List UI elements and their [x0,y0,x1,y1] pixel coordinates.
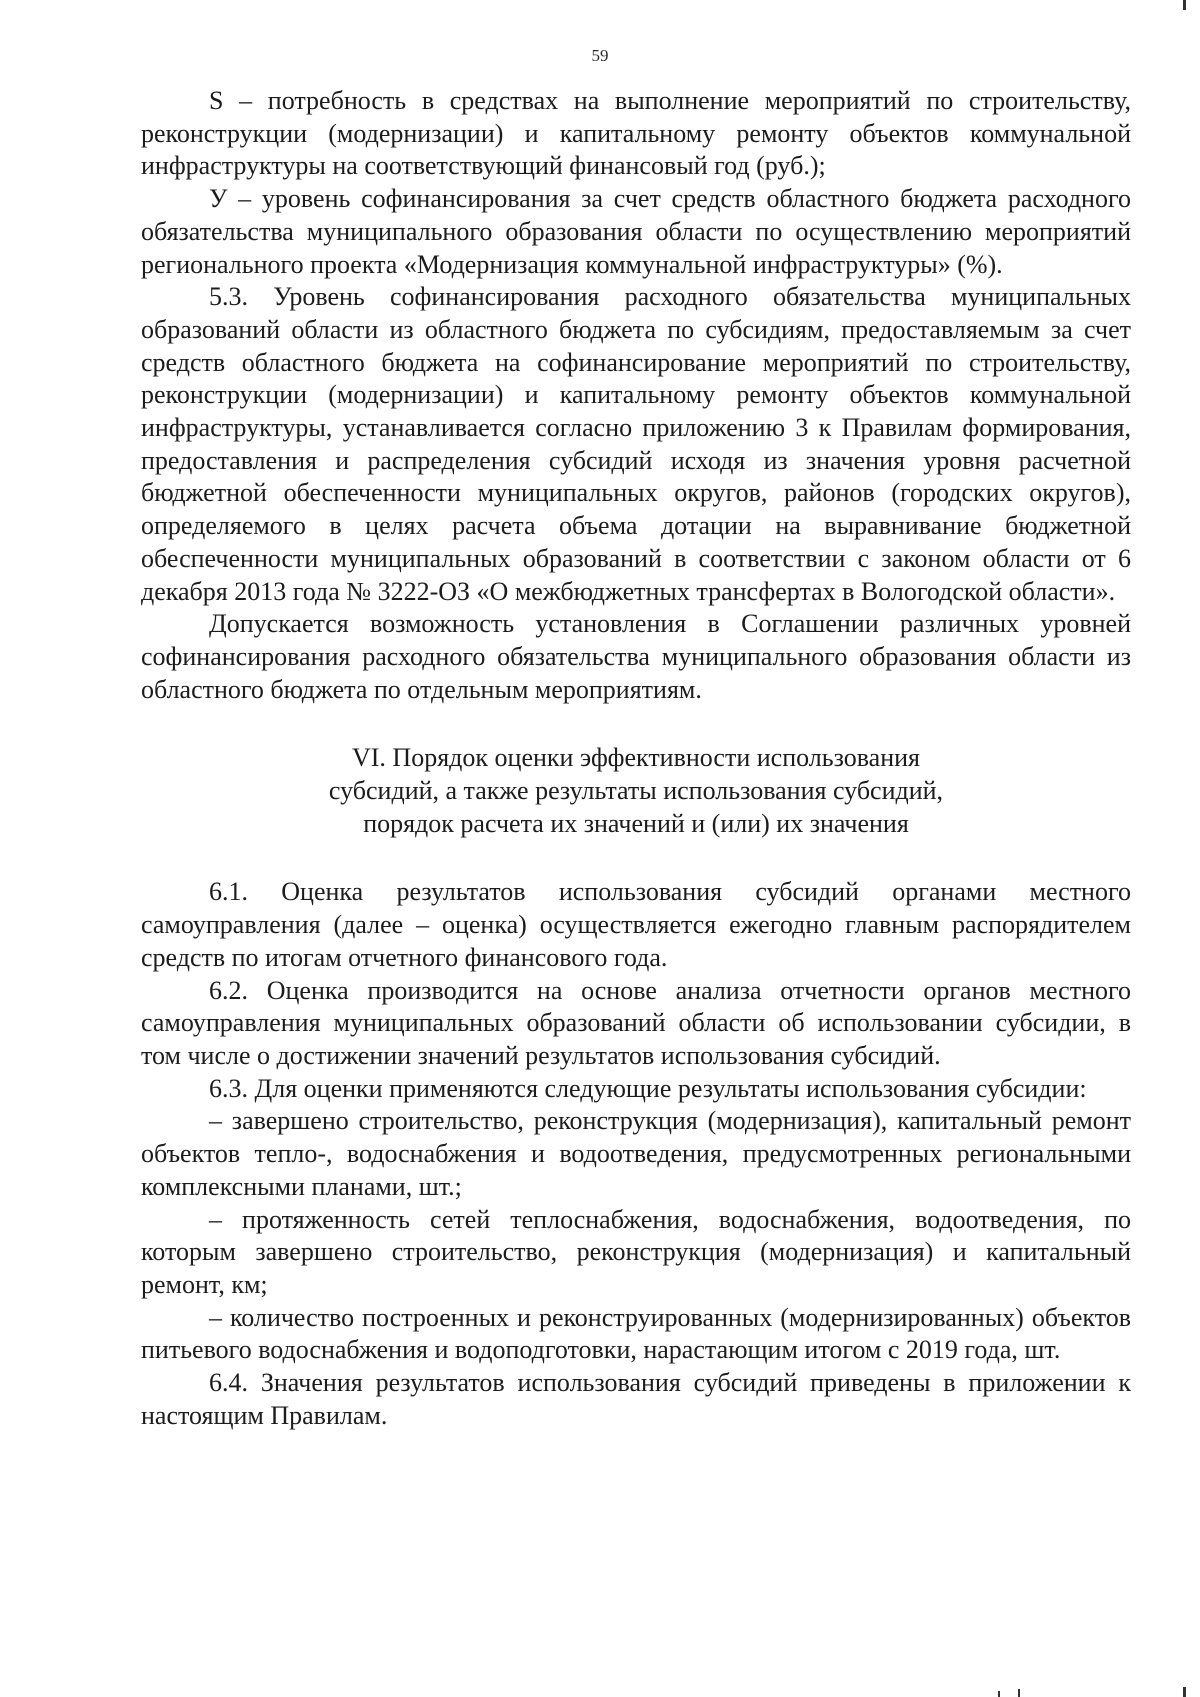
scan-edge-mark [998,1691,1000,1697]
paragraph-5-3: 5.3. Уровень софинансирования расходного обязательства муниципальных образований области из областного бюджета по субсидиям, предоставляемым за счет средств областного бюджета на софинансирование мероприятий по строительству, реконструкции (модернизации) и капитальному ремонту объектов коммунальной инфраструктуры, устанавливается согласно приложению 3 к Правилам формирования, предоставления и распределения субсидий исходя из значения уровня расчетной бюджетной обеспеченности муниципальных округов, районов (городских округов), определяемого в целях расчета объема дотации на выравнивание бюджетной обеспеченности муниципальных образований в соответствии с законом области от 6 декабря 2013 года № 3222-ОЗ «О межбюджетных трансфертах в Вологодской области». [141,282,1131,606]
section-heading [141,742,1131,840]
paragraph-6-4: 6.4. Значения результатов использования субсидий приведены в приложении к настоящим Правилам. [141,1368,1131,1430]
scan-edge-mark [1183,0,1186,10]
list-item-water-objects: – количество построенных и реконструированных (модернизированных) объектов питьевого водоснабжения и водоподготовки, нарастающим итогом с 2019 года, шт. [141,1302,1131,1365]
scan-edge-mark [1018,1689,1020,1697]
paragraph-6-2: 6.2. Оценка производится на основе анализа отчетности органов местного самоуправления муниципальных образований области об использовании субсидии, в том числе о достижении значений результатов использования субсидий. [141,975,1131,1070]
section-heading-line: VI. Порядок оценки эффективности использования [352,743,920,773]
section-heading-line: порядок расчета их значений и (или) их значения [363,808,909,838]
paragraph-u-definition: У – уровень софинансирования за счет средств областного бюджета расходного обязательства муниципального образования области по осуществлению мероприятий регионального проекта «Модернизация коммунальной инфраструктуры» (%). [141,184,1131,279]
paragraph-6-1: 6.1. Оценка результатов использования субсидий органами местного самоуправления (далее – оценка) осуществляется ежегодно главным распорядителем средств по итогам отчетного финансового года. [141,877,1131,972]
page-number: 59 [591,46,609,65]
list-item-construction: – завершено строительство, реконструкция (модернизация), капитальный ремонт объектов тепло-, водоснабжения и водоотведения, предусмотренных региональными комплексными планами, шт.; [141,1106,1131,1201]
section-heading-line: субсидий, а также результаты использования субсидий, [328,776,944,806]
paragraph-s-definition: S – потребность в средствах на выполнение мероприятий по строительству, реконструкции (модернизации) и капитальному ремонту объектов коммунальной инфраструктуры на соответствующий финансовый год (руб.); [141,86,1131,181]
document-body [141,85,1131,1432]
list-item-network-length: – протяженность сетей теплоснабжения, водоснабжения, водоотведения, по которым завершено строительство, реконструкция (модернизация) и капитальный ремонт, км; [141,1204,1131,1299]
paragraph-allowance: Допускается возможность установления в Соглашении различных уровней софинансирования расходного обязательства муниципального образования области из областного бюджета по отдельным мероприятиям. [141,609,1131,704]
scan-edge-mark [1183,1687,1186,1697]
paragraph-6-3: 6.3. Для оценки применяются следующие результаты использования субсидии: [209,1073,1087,1103]
